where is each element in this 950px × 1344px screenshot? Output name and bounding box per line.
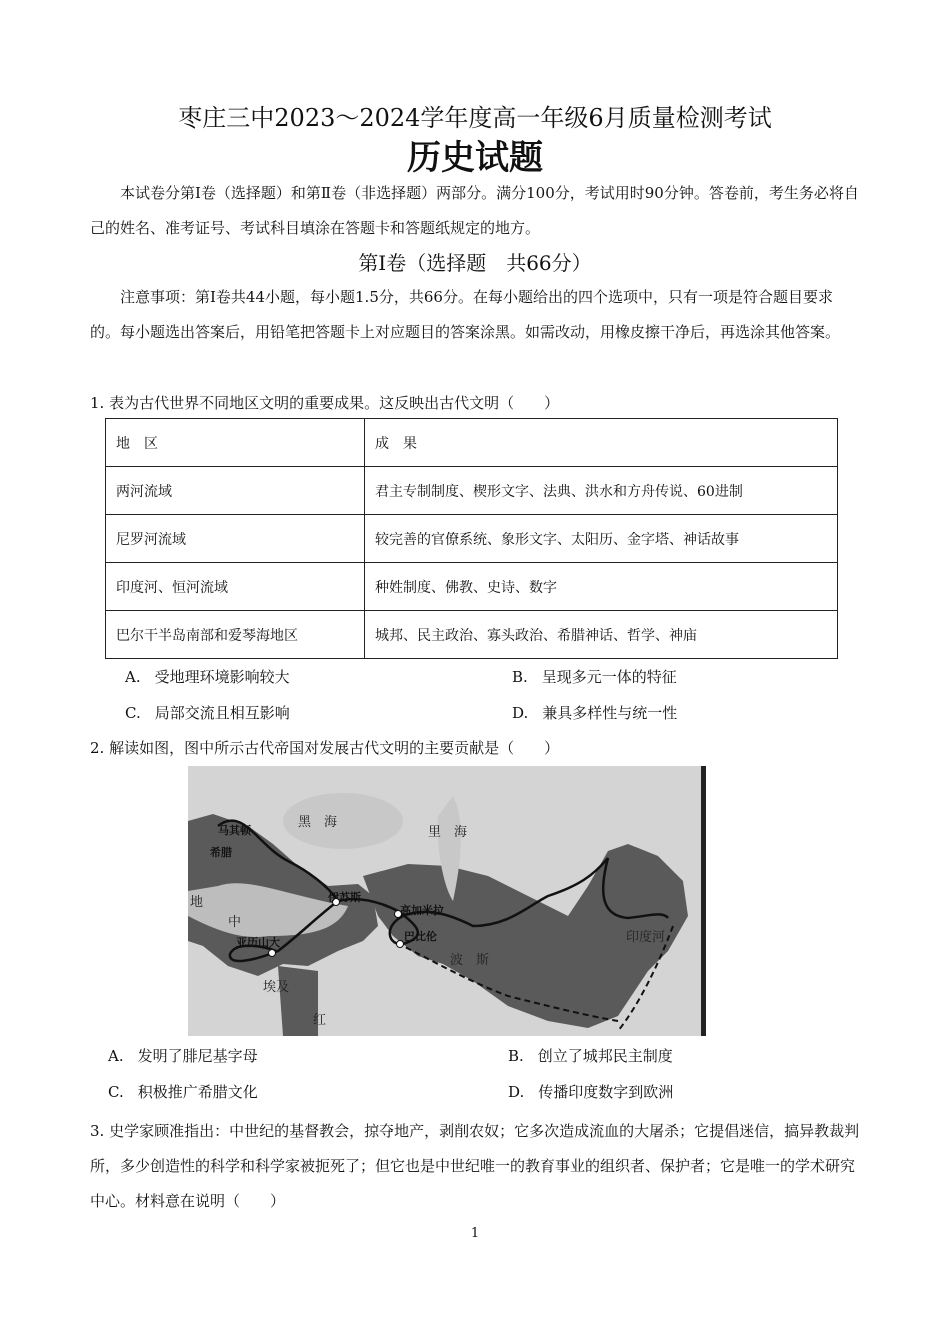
map-label-black-sea: 黑 海: [298, 815, 338, 830]
alexander-empire-map: [188, 766, 706, 1036]
option-text: 局部交流且相互影响: [154, 704, 290, 722]
option-letter: C.: [108, 1083, 124, 1101]
option-letter: B.: [512, 668, 528, 686]
table-cell-region: 印度河、恒河流域: [106, 563, 365, 611]
q1-option-a[interactable]: [125, 666, 290, 687]
table-header-row: [106, 419, 838, 467]
table-cell-achievement: 种姓制度、佛教、史诗、数字: [365, 563, 838, 611]
page-number: 1: [470, 1226, 480, 1241]
civilization-table: [105, 418, 838, 659]
map-label-egypt: 埃及: [263, 980, 290, 995]
exam-title: 枣庄三中2023～2024学年度高一年级6月质量检测考试: [178, 104, 772, 132]
map-label-alexandria: 亚历山大: [236, 936, 280, 949]
table-header-cell: 成 果: [365, 419, 838, 467]
notice-paragraph: 注意事项：第Ⅰ卷共44小题，每小题1.5分，共66分。在每小题给出的四个选项中，只有一项是符合题目要求的。每小题选出答案后，用铅笔把答题卡上对应题目的答案涂黑。如需改动，用橡皮擦干净后，再选涂其他答案。: [90, 288, 841, 341]
q2-option-b[interactable]: [508, 1045, 673, 1066]
q2-option-d[interactable]: [508, 1081, 673, 1102]
section-title: 第Ⅰ卷（选择题 共66分）: [358, 251, 592, 275]
map-label-issus: 伊苏斯: [328, 891, 361, 904]
option-text: 创立了城邦民主制度: [537, 1047, 673, 1065]
q2-option-a[interactable]: [108, 1045, 258, 1066]
q1-option-b[interactable]: [512, 666, 677, 687]
map-label-persia: 波 斯: [450, 953, 490, 968]
option-text: 呈现多元一体的特征: [541, 668, 677, 686]
map-label-red-sea: 红: [313, 1013, 327, 1028]
table-header-cell: 地 区: [106, 419, 365, 467]
map-label-gaugamela: 高加米拉: [400, 904, 444, 917]
option-text: 积极推广希腊文化: [137, 1083, 258, 1101]
q2-option-c[interactable]: [108, 1081, 258, 1102]
question-2-stem: 2. 解读如图，图中所示古代帝国对发展古代文明的主要贡献是（ ）: [90, 739, 560, 757]
table-cell-achievement: 城邦、民主政治、寡头政治、希腊神话、哲学、神庙: [365, 611, 838, 659]
table-cell-achievement: 君主专制制度、楔形文字、法典、洪水和方舟传说、60进制: [365, 467, 838, 515]
map-label-greece: 希腊: [210, 846, 232, 859]
subject-title: 历史试题: [407, 138, 543, 178]
option-letter: A.: [108, 1047, 124, 1065]
map-label-macedonia: 马其顿: [218, 824, 251, 837]
map-label-indus: 印度河: [626, 930, 666, 945]
table-cell-region: 尼罗河流域: [106, 515, 365, 563]
table-row: [106, 467, 838, 515]
map-label-babylon: 巴比伦: [404, 930, 437, 943]
table-row: [106, 515, 838, 563]
q1-option-d[interactable]: [512, 702, 677, 723]
option-text: 发明了腓尼基字母: [137, 1047, 258, 1065]
option-letter: A.: [125, 668, 141, 686]
option-text: 兼具多样性与统一性: [542, 704, 678, 722]
table-cell-region: 两河流域: [106, 467, 365, 515]
option-text: 受地理环境影响较大: [154, 668, 290, 686]
table-cell-achievement: 较完善的官僚系统、象形文字、太阳历、金字塔、神话故事: [365, 515, 838, 563]
option-letter: C.: [125, 704, 141, 722]
option-letter: D.: [508, 1083, 525, 1101]
map-label-med-2: 中: [228, 915, 242, 930]
table-row: [106, 611, 838, 659]
option-letter: B.: [508, 1047, 524, 1065]
q1-option-c[interactable]: [125, 702, 290, 723]
option-letter: D.: [512, 704, 529, 722]
option-text: 传播印度数字到欧洲: [538, 1083, 674, 1101]
map-label-med-1: 地: [190, 895, 204, 910]
intro-paragraph: 本试卷分第Ⅰ卷（选择题）和第Ⅱ卷（非选择题）两部分。满分100分，考试用时90分钟。答卷前，考生务必将自己的姓名、准考证号、考试科目填涂在答题卡和答题纸规定的地方。: [90, 184, 859, 237]
table-cell-region: 巴尔干半岛南部和爱琴海地区: [106, 611, 365, 659]
map-label-caspian: 里 海: [428, 825, 468, 840]
table-row: [106, 563, 838, 611]
question-1-stem: 1. 表为古代世界不同地区文明的重要成果。这反映出古代文明（ ）: [90, 394, 560, 412]
question-3-stem: 3. 史学家顾准指出：中世纪的基督教会，掠夺地产，剥削农奴；它多次造成流血的大屠杀；它提倡迷信，搞异教裁判所，多少创造性的科学和科学家被扼死了；但它也是中世纪唯一的教育事业的组织者、保护者；它是唯一的学术研究中心。材料意在说明（ ）: [90, 1122, 860, 1210]
